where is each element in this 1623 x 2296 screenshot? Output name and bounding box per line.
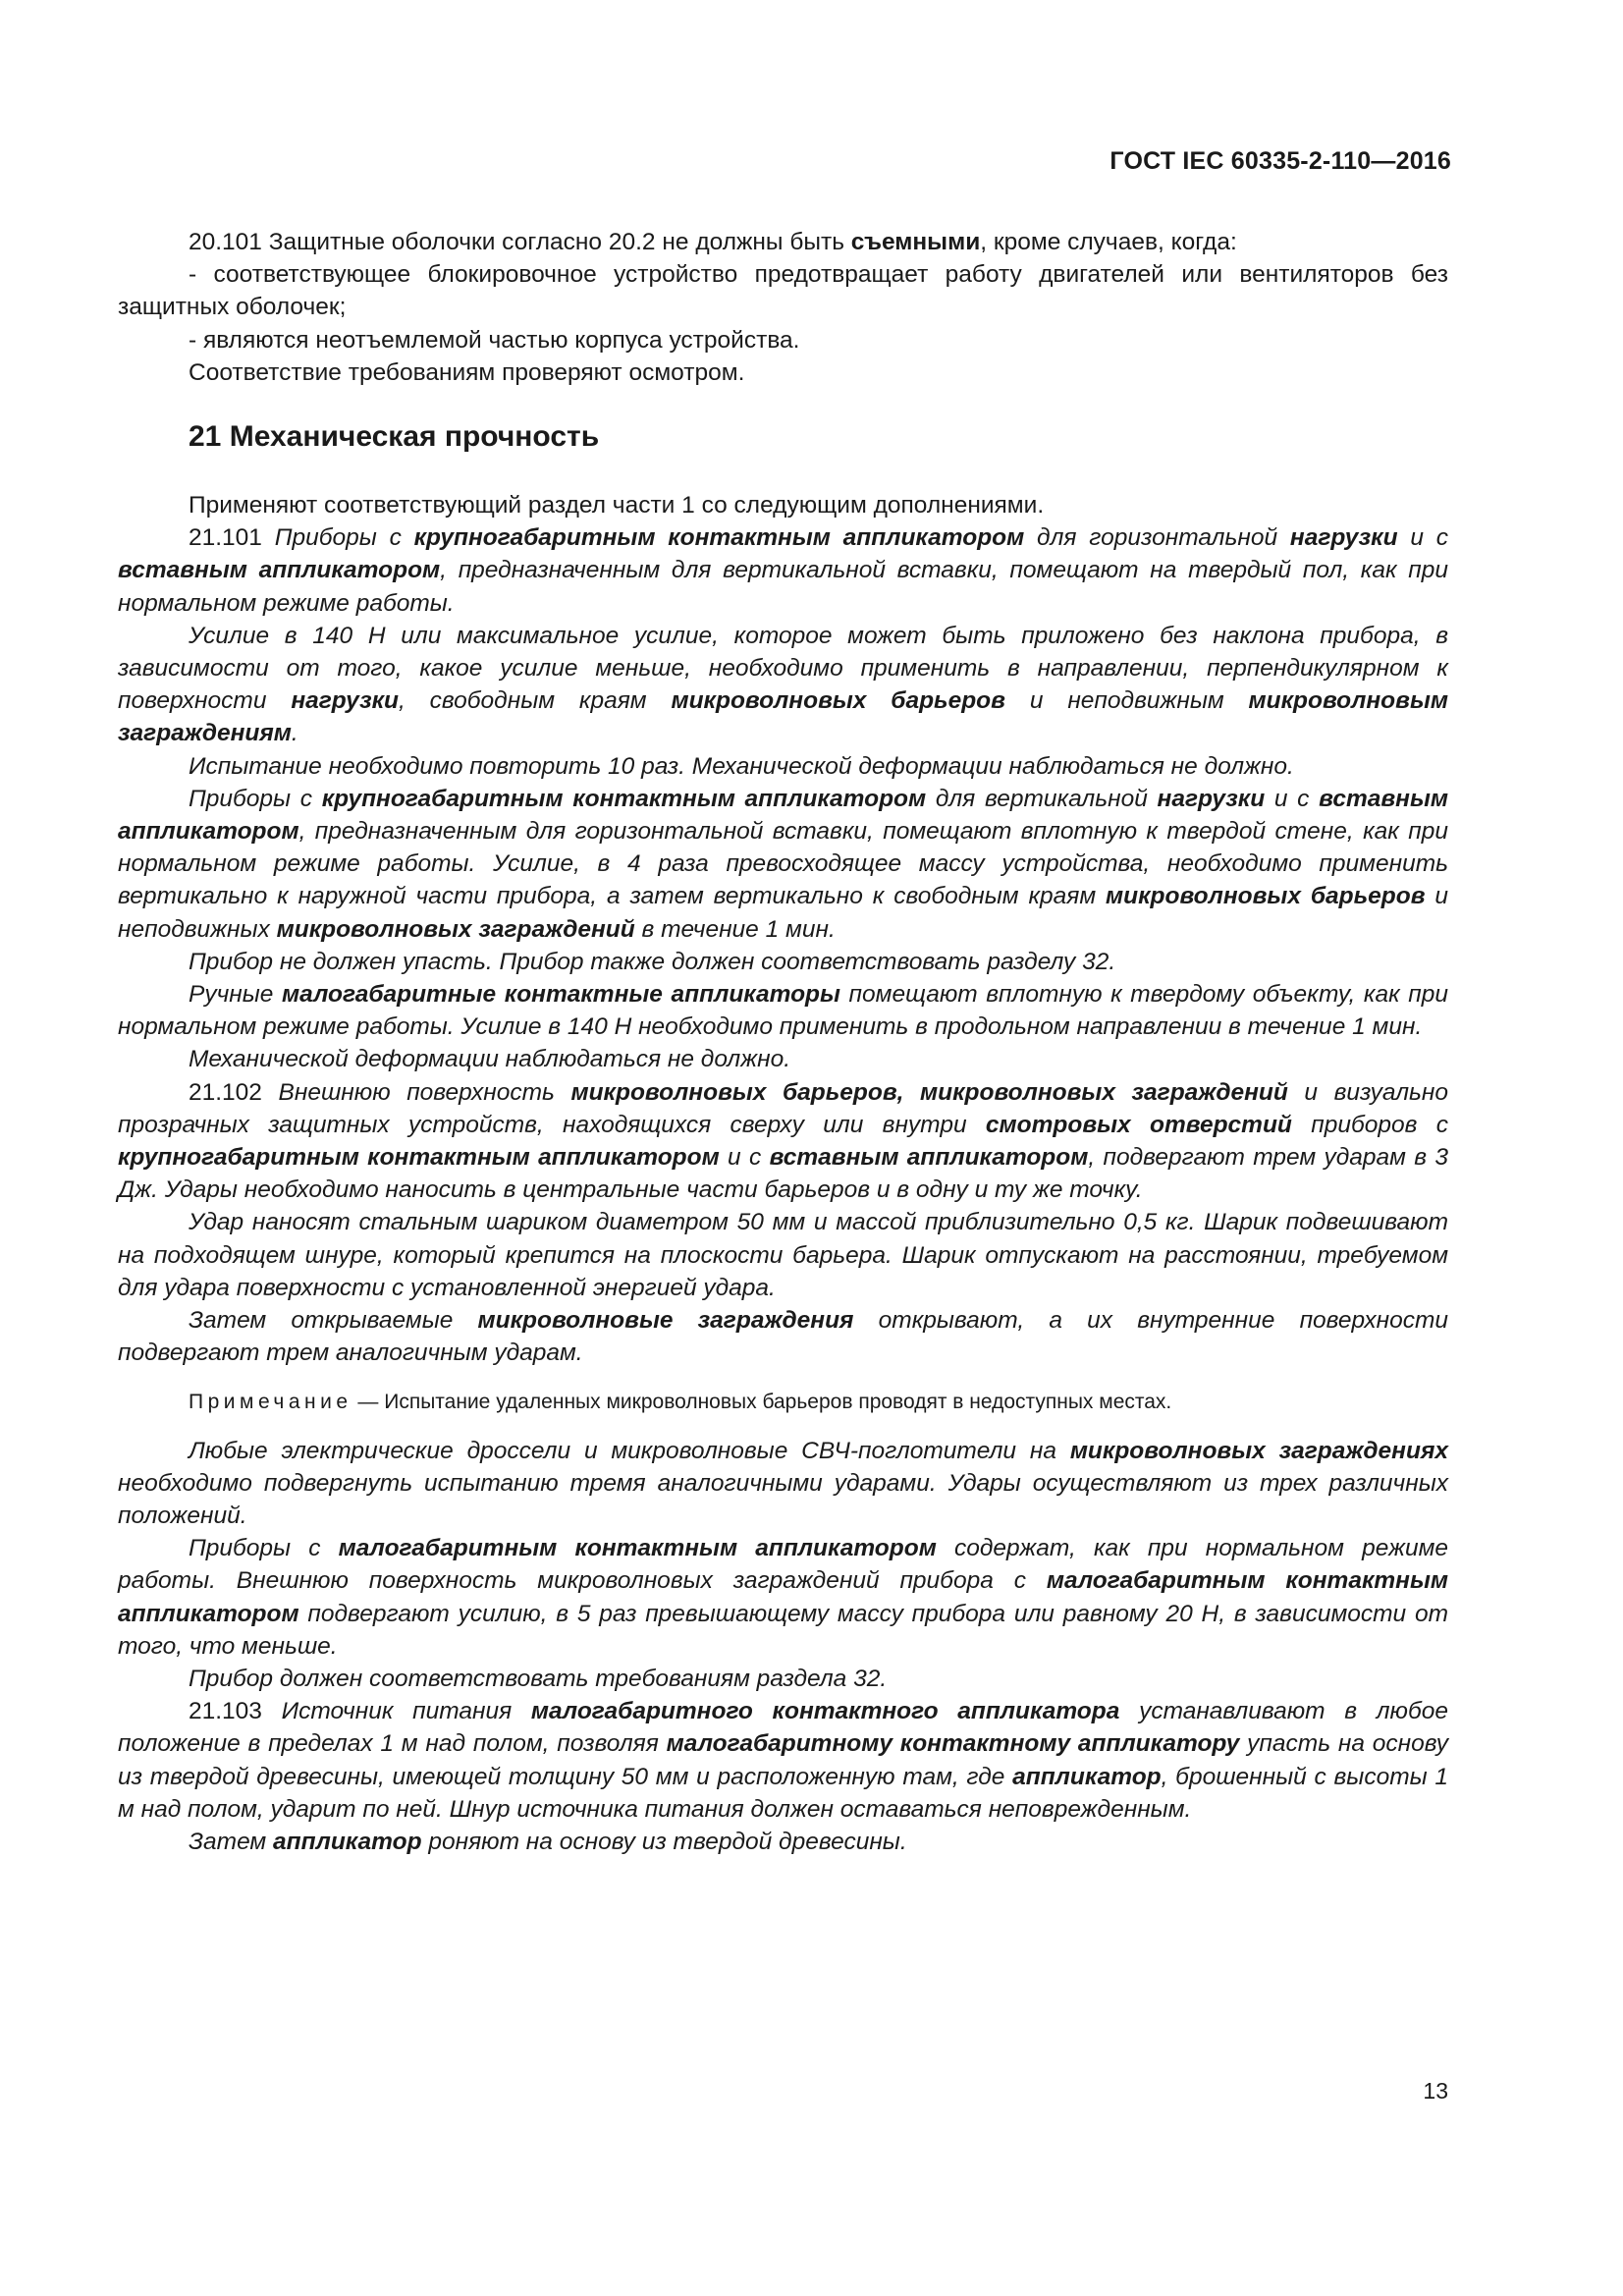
page-number: 13 bbox=[1423, 2078, 1448, 2104]
paragraph-steel-ball: Удар наносят стальным шариком диаметром 50 мм и массой приблизительно 0,5 кг. Шарик подвешивают на подходящем шнуре, который крепится на плоскости барьера. Шарик отпускают на расстоянии, требуемом для удара поверхности с установленной энергией удара. bbox=[118, 1209, 1448, 1301]
note-text: — Испытание удаленных микроволновых барьеров проводят в недоступных местах. bbox=[352, 1390, 1172, 1413]
section-intro: Применяют соответствующий раздел части 1 со следующим дополнениями. bbox=[189, 492, 1045, 519]
paragraph-chokes-absorbers: Любые электрические дроссели и микроволновые СВЧ-поглотители на микроволновых заграждениях необходимо подвергнуть испытанию тремя аналогичными ударами. Удары осуществляют из трех различных положений. bbox=[118, 1437, 1448, 1529]
section-title: 21 Механическая прочность bbox=[189, 420, 600, 454]
paragraph-no-fall: Прибор не должен упасть. Прибор также должен соответствовать разделу 32. bbox=[189, 948, 1116, 975]
paragraph-21-102: 21.102 Внешнюю поверхность микроволновых барьеров, микроволновых заграждений и визуально прозрачных защитных устройств, находящихся сверху или внутри смотровых отверстий приборов с крупногабаритным контактным аппликатором и с вставным аппликатором, подвергают трем ударам в 3 Дж. Удары необходимо наносить в центральные части барьеров и в одну и ту же точку. bbox=[118, 1078, 1449, 1204]
note bbox=[189, 1388, 1448, 1417]
paragraph-21-101: 21.101 Приборы с крупногабаритным контактным аппликатором для горизонтальной нагрузки и с вставным аппликатором, предназначенным для вертикальной вставки, помещают на твердый пол, как при нормальном режиме работы. bbox=[118, 524, 1448, 617]
list-item-integral-part: - являются неотъемлемой частью корпуса устройства. bbox=[189, 326, 800, 354]
compliance-statement: Соответствие требованиям проверяют осмотром. bbox=[189, 358, 745, 386]
paragraph-section-32: Прибор должен соответствовать требованиям раздела 32. bbox=[189, 1665, 888, 1692]
paragraph-handheld-applicators: Ручные малогабаритные контактные аппликаторы помещают вплотную к твердому объекту, как при нормальном режиме работы. Усилие в 140 Н необходимо применить в продольном направлении в течение 1 мин. bbox=[118, 981, 1449, 1041]
paragraph-open-barriers: Затем открываемые микроволновые заграждения открывают, а их внутренние поверхности подвергают трем аналогичным ударам. bbox=[118, 1307, 1449, 1367]
document-body bbox=[118, 226, 1448, 1858]
paragraph-vertical-load: Приборы с крупногабаритным контактным аппликатором для вертикальной нагрузки и с вставным аппликатором, предназначенным для горизонтальной вставки, помещают вплотную к твердой стене, как при нормальном режиме работы. Усилие, в 4 раза превосходящее массу устройства, необходимо применить вертикально к наружной части прибора, а затем вертикально к свободным краям микроволновых барьеров и неподвижных микроволновых заграждений в течение 1 мин. bbox=[118, 785, 1448, 943]
note-label: Примечание bbox=[189, 1390, 352, 1413]
paragraph-small-applicator: Приборы с малогабаритным контактным аппликатором содержат, как при нормальном режиме работы. Внешнюю поверхность микроволновых заграждений прибора с малогабаритным контактным аппликатором подвергают усилию, в 5 раз превышающему массу прибора или равному 20 Н, в зависимости от того, что меньше. bbox=[118, 1535, 1448, 1660]
list-item-interlock: - соответствующее блокировочное устройство предотвращает работу двигателей или вентиляторов без защитных оболочек; bbox=[118, 261, 1448, 321]
paragraph-repeat-test: Испытание необходимо повторить 10 раз. Механической деформации наблюдаться не должно. bbox=[189, 752, 1294, 780]
paragraph-no-deformation: Механической деформации наблюдаться не должно. bbox=[189, 1046, 791, 1073]
paragraph-20-101: 20.101 Защитные оболочки согласно 20.2 не должны быть съемными, кроме случаев, когда: bbox=[189, 229, 1237, 255]
paragraph-21-103: 21.103 Источник питания малогабаритного контактного аппликатора устанавливают в любое положение в пределах 1 м над полом, позволяя малогабаритному контактному аппликатору упасть на основу из твердой древесины, имеющей толщину 50 мм и расположенную там, где аппликатор, брошенный с высоты 1 м над полом, ударит по ней. Шнур источника питания должен оставаться неповрежденным. bbox=[118, 1698, 1448, 1823]
paragraph-drop-applicator: Затем аппликатор роняют на основу из твердой древесины. bbox=[189, 1828, 907, 1855]
paragraph-force-140n: Усилие в 140 Н или максимальное усилие, которое может быть приложено без наклона прибора, в зависимости от того, какое усилие меньше, необходимо применить в направлении, перпендикулярном к поверхности нагрузки, свободным краям микроволновых барьеров и неподвижным микроволновым заграждениям. bbox=[118, 622, 1448, 747]
document-code-header: ГОСТ IEC 60335-2-110—2016 bbox=[1109, 147, 1451, 175]
